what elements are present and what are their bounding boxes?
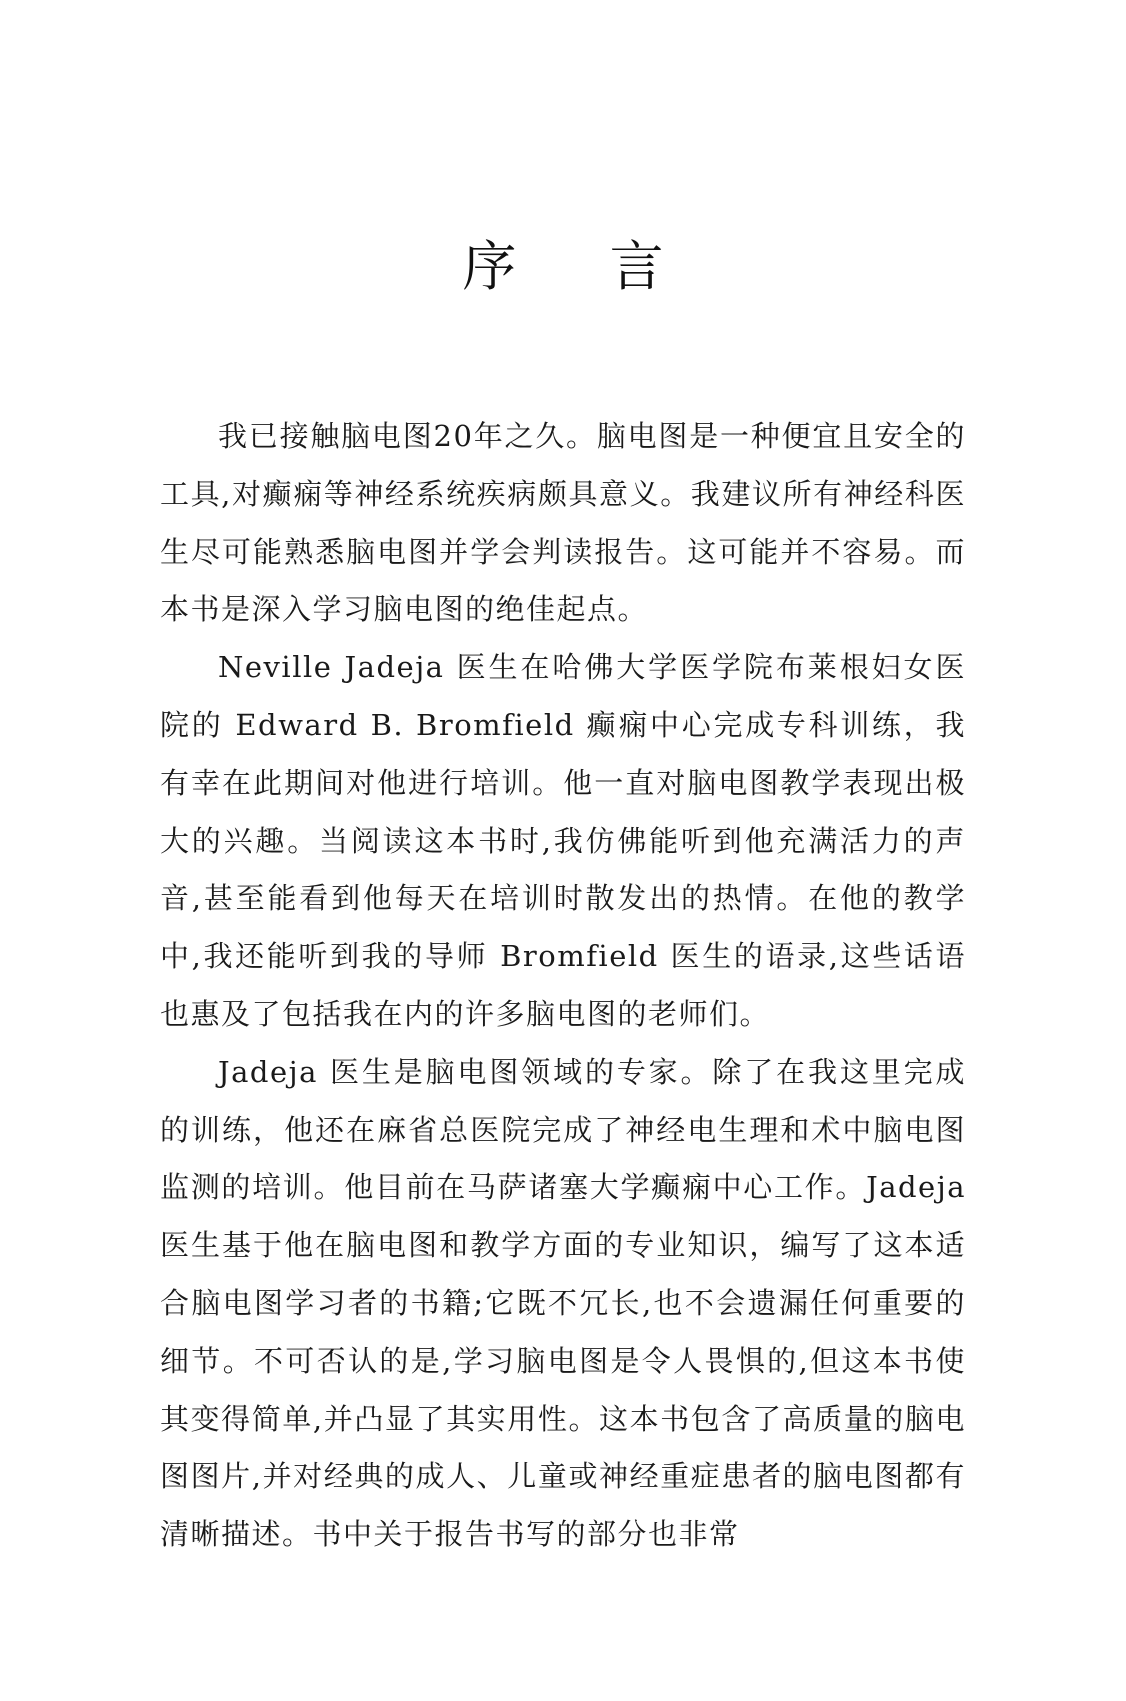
paragraph-1: 我已接触脑电图20年之久。脑电图是一种便宜且安全的工具,对癫痫等神经系统疾病颇具意义。我建议所有神经科医生尽可能熟悉脑电图并学会判读报告。这可能并不容易。而本书是深入学习脑电图的绝佳起点。 (160, 419, 966, 627)
paragraph-3: Jadeja 医生是脑电图领域的专家。除了在我这里完成的训练，他还在麻省总医院完成了神经电生理和术中脑电图监测的培训。他目前在马萨诸塞大学癫痫中心工作。Jadeja 医生基于他在脑电图和教学方面的专业知识，编写了这本适合脑电图学习者的书籍;它既不冗长,也不会遗漏任何重要的细节。不可否认的是,学习脑电图是令人畏惧的,但这本书使其变得简单,并凸显了其实用性。这本书包含了高质量的脑电图图片,并对经典的成人、儿童或神经重症患者的脑电图都有清晰描述。书中关于报告书写的部分也非常 (160, 1054, 966, 1552)
paragraph-2: Neville Jadeja 医生在哈佛大学医学院布莱根妇女医院的 Edward B. Bromfield 癫痫中心完成专科训练，我有幸在此期间对他进行培训。他一直对脑电图教学表现出极大的兴趣。当阅读这本书时,我仿佛能听到他充满活力的声音,甚至能看到他每天在培训时散发出的热情。在他的教学中,我还能听到我的导师 Bromfield 医生的语录,这些话语也惠及了包括我在内的许多脑电图的老师们。 (160, 650, 966, 1031)
preface-body (160, 408, 966, 1564)
page-title: 序 言 (462, 235, 702, 298)
